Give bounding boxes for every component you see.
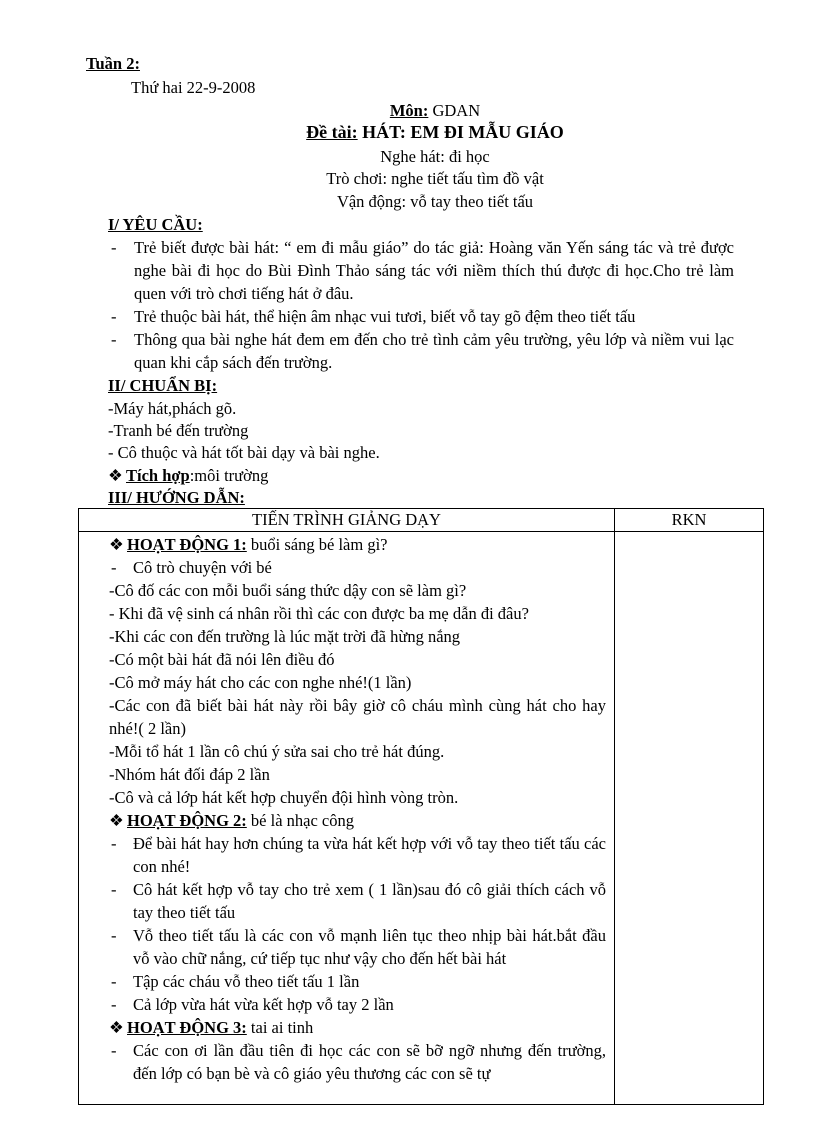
activity3-line: - Các con ơi lần đầu tiên đi học các con sẽ bỡ ngỡ nhưng đến trường, đến lớp có bạn bè và cô giáo yêu thương các con sẽ tự: [109, 1039, 606, 1085]
activity1-line: -Cô mở máy hát cho các con nghe nhé!(1 lần): [109, 673, 412, 692]
subject-value: GDAN: [428, 101, 481, 120]
activity2-line: - Để bài hát hay hơn chúng ta vừa hát kết hợp với vỗ tay theo tiết tấu các con nhé!: [109, 832, 606, 878]
activity2-line: - Tập các cháu vỗ theo tiết tấu 1 lần: [109, 970, 606, 993]
process-cell: [109, 533, 606, 1085]
topic-line: [108, 121, 762, 144]
topic-label: Đề tài:: [306, 122, 358, 142]
requirements-list: [108, 236, 734, 374]
activity1-title: buổi sáng bé làm gì?: [246, 535, 388, 554]
activity1-line: -Các con đã biết bài hát này rồi bây giờ cô cháu mình cùng hát cho hay nhé!( 2 lần): [109, 696, 606, 738]
diamond-star-bullet-icon: ❖: [109, 1018, 124, 1037]
column-divider: [614, 509, 615, 1104]
activity1-line: -Nhóm hát đối đáp 2 lần: [109, 765, 270, 784]
activity2-label: HOẠT ĐỘNG 2:: [127, 811, 247, 830]
integration-value: :môi trường: [189, 466, 269, 485]
subject-line: [108, 99, 762, 122]
activity1-heading: [109, 533, 606, 556]
diamond-star-bullet-icon: ❖: [109, 811, 124, 830]
activity1-line: -Mỗi tổ hát 1 lần cô chú ý sửa sai cho trẻ hát đúng.: [109, 742, 445, 761]
requirement-item: - Trẻ biết được bài hát: “ em đi mẫu giáo” do tác giả: Hoàng văn Yến sáng tác và trẻ được nghe bài đi học do Bùi Đình Thảo sáng tác với niềm thích thú được đi học.Cho trẻ làm quen với trò chơi tiếng hát ở đâu.: [108, 236, 734, 305]
week-label: Tuần 2:: [86, 54, 140, 73]
activity1-line: -Khi các con đến trường là lúc mặt trời đã hừng nắng: [109, 627, 461, 646]
preparation-heading: II/ CHUẨN BỊ:: [108, 376, 218, 395]
activity2-line: - Vỗ theo tiết tấu là các con vỗ mạnh liên tục theo nhịp bài hát.bắt đầu vỗ vào chữ nắng, cứ tiếp tục như vậy cho đến hết bài hát: [109, 924, 606, 970]
activity1-label: HOẠT ĐỘNG 1:: [127, 535, 247, 554]
activity1-line: -Cô và cả lớp hát kết hợp chuyển đội hình vòng tròn.: [109, 788, 459, 807]
preparation-item: -Tranh bé đến trường: [108, 421, 249, 440]
activity3-heading: [109, 1016, 606, 1039]
diamond-star-bullet-icon: ❖: [108, 466, 123, 485]
header-divider: [79, 531, 763, 532]
activity1-line: -Có một bài hát đã nói lên điều đó: [109, 650, 335, 669]
activity2-line: - Cả lớp vừa hát vừa kết hợp vỗ tay 2 lần: [109, 993, 606, 1016]
requirement-item: - Thông qua bài nghe hát đem em đến cho trẻ tình cảm yêu trường, yêu lớp và niềm vui lạc quan khi cắp sách đến trường.: [108, 328, 734, 374]
integration-label: Tích hợp: [126, 466, 190, 485]
guide-heading: III/ HƯỚNG DẪN:: [108, 488, 245, 507]
requirements-heading: I/ YÊU CẦU:: [108, 215, 203, 234]
activity2-title: bé là nhạc công: [246, 811, 354, 830]
diamond-star-bullet-icon: ❖: [109, 535, 124, 554]
column-header-rkn: RKN: [671, 510, 707, 529]
subject-label: Môn:: [389, 101, 429, 120]
game-line: Trò chơi: nghe tiết tấu tìm đồ vật: [326, 169, 544, 188]
activity1-line: - Khi đã vệ sinh cá nhân rồi thì các con được ba mẹ dẫn đi đâu?: [109, 604, 529, 623]
integration-line: [108, 464, 734, 487]
listen-line: Nghe hát: đi học: [380, 147, 490, 166]
requirement-item: - Trẻ thuộc bài hát, thể hiện âm nhạc vui tươi, biết vỗ tay gõ đệm theo tiết tấu: [108, 305, 734, 328]
column-header-process: TIẾN TRÌNH GIẢNG DẠY: [252, 510, 441, 529]
movement-line: Vận động: vỗ tay theo tiết tấu: [336, 192, 534, 211]
preparation-item: - Cô thuộc và hát tốt bài dạy và bài nghe.: [108, 443, 380, 462]
date-label: Thứ hai 22-9-2008: [131, 78, 256, 97]
activity1-intro: - Cô trò chuyện với bé: [109, 556, 606, 579]
preparation-item: -Máy hát,phách gõ.: [108, 399, 237, 418]
activity3-title: tai ai tinh: [246, 1018, 314, 1037]
activity2-heading: [109, 809, 606, 832]
activity1-line: -Cô đố các con mỗi buổi sáng thức dậy con sẽ làm gì?: [109, 581, 467, 600]
topic-value: HÁT: EM ĐI MẪU GIÁO: [357, 122, 564, 142]
activity3-label: HOẠT ĐỘNG 3:: [127, 1018, 247, 1037]
activity2-line: - Cô hát kết hợp vỗ tay cho trẻ xem ( 1 lần)sau đó cô giải thích cách vỗ tay theo tiết tấu: [109, 878, 606, 924]
lesson-plan-table: [78, 508, 764, 1105]
